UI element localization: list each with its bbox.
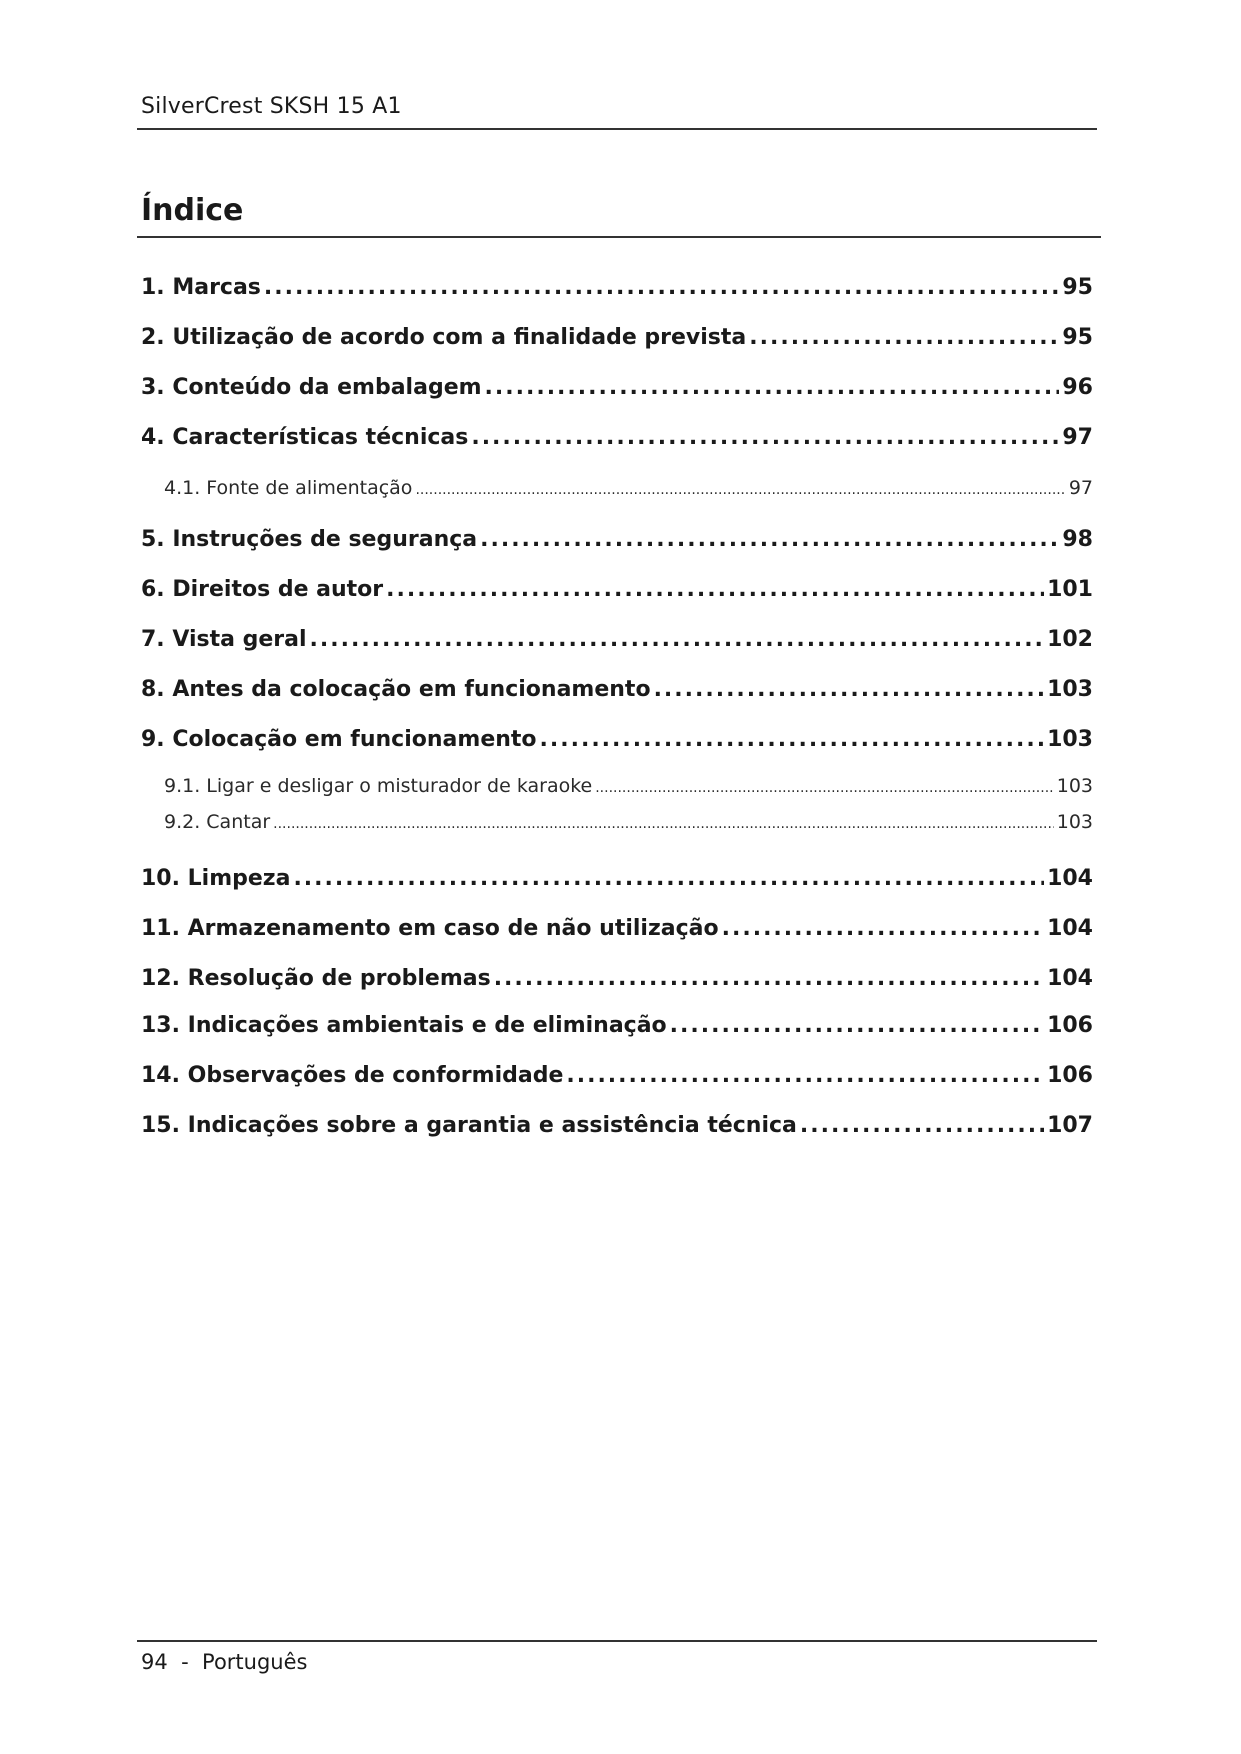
toc-entry-label: 4.1. Fonte de alimentação [164, 477, 413, 499]
toc-entry-page: 98 [1062, 527, 1093, 552]
toc-leader-dots [654, 677, 1045, 702]
footer-rule [137, 1640, 1097, 1642]
toc-leader-dots [595, 780, 1054, 796]
toc-entry-label: 7. Vista geral [141, 627, 307, 652]
toc-entry-label: 8. Antes da colocação em funcionamento [141, 677, 651, 702]
toc-entry-page: 97 [1068, 477, 1093, 499]
toc-entry-page: 104 [1047, 966, 1093, 991]
toc-entry-page: 103 [1047, 677, 1093, 702]
toc-subentry[interactable] [164, 477, 1093, 499]
toc-leader-dots [494, 966, 1044, 991]
toc-entry-label: 9. Colocação em funcionamento [141, 727, 537, 752]
toc-entry-page: 96 [1062, 375, 1093, 400]
toc-entry-label: 14. Observações de conformidade [141, 1063, 564, 1088]
toc-entry-label: 12. Resolução de problemas [141, 966, 491, 991]
footer-separator: - [181, 1650, 189, 1674]
toc-entry[interactable] [141, 425, 1093, 450]
toc-subentry[interactable] [164, 811, 1093, 833]
toc-entry-page: 103 [1056, 811, 1093, 833]
toc-leader-dots [415, 482, 1065, 498]
toc-entry-label: 4. Características técnicas [141, 425, 469, 450]
toc-entry-page: 101 [1047, 577, 1093, 602]
toc-entry[interactable] [141, 527, 1093, 552]
title-rule [137, 236, 1101, 238]
toc-entry[interactable] [141, 577, 1093, 602]
toc-leader-dots [471, 425, 1059, 450]
toc-entry-label: 6. Direitos de autor [141, 577, 384, 602]
toc-entry-label: 10. Limpeza [141, 866, 291, 891]
toc-leader-dots [310, 627, 1045, 652]
toc-entry[interactable] [141, 966, 1093, 991]
toc-entry-page: 103 [1056, 775, 1093, 797]
toc-leader-dots [480, 527, 1059, 552]
toc-entry-page: 106 [1047, 1013, 1093, 1038]
toc-entry-page: 95 [1062, 275, 1093, 300]
toc-entry-label: 2. Utilização de acordo com a finalidade prevista [141, 325, 747, 350]
toc-leader-dots [264, 275, 1059, 300]
toc-entry[interactable] [141, 1113, 1093, 1138]
toc-leader-dots [670, 1013, 1044, 1038]
toc-entry[interactable] [141, 727, 1093, 752]
toc-entry[interactable] [141, 275, 1093, 300]
toc-entry[interactable] [141, 325, 1093, 350]
toc-entry-page: 102 [1047, 627, 1093, 652]
toc-entry-page: 106 [1047, 1063, 1093, 1088]
toc-entry-page: 103 [1047, 727, 1093, 752]
footer-language: Português [202, 1650, 308, 1674]
toc-entry[interactable] [141, 1063, 1093, 1088]
toc-entry-label: 3. Conteúdo da embalagem [141, 375, 482, 400]
toc-entry[interactable] [141, 1013, 1093, 1038]
toc-entry-label: 5. Instruções de segurança [141, 527, 478, 552]
toc-entry-page: 104 [1047, 916, 1093, 941]
toc-entry[interactable] [141, 677, 1093, 702]
toc-entry[interactable] [141, 627, 1093, 652]
toc-entry-page: 104 [1047, 866, 1093, 891]
toc-entry-page: 97 [1062, 425, 1093, 450]
toc-entry[interactable] [141, 866, 1093, 891]
toc-entry-page: 107 [1047, 1113, 1093, 1138]
toc-leader-dots [273, 816, 1054, 832]
toc-subentry[interactable] [164, 775, 1093, 797]
toc-entry[interactable] [141, 916, 1093, 941]
toc-entry-page: 95 [1062, 325, 1093, 350]
header-rule [137, 128, 1097, 130]
toc-leader-dots [800, 1113, 1044, 1138]
toc-entry-label: 11. Armazenamento em caso de não utilização [141, 916, 719, 941]
toc-leader-dots [722, 916, 1044, 941]
header-title: SilverCrest SKSH 15 A1 [141, 94, 402, 119]
page-title: Índice [141, 193, 244, 228]
toc-entry-label: 9.2. Cantar [164, 811, 271, 833]
toc-entry-label: 9.1. Ligar e desligar o misturador de karaoke [164, 775, 593, 797]
footer-text [141, 1650, 307, 1674]
toc-leader-dots [749, 325, 1059, 350]
toc-leader-dots [485, 375, 1060, 400]
toc-entry-label: 13. Indicações ambientais e de eliminação [141, 1013, 667, 1038]
toc-entry-label: 15. Indicações sobre a garantia e assistência técnica [141, 1113, 797, 1138]
toc-leader-dots [566, 1063, 1044, 1088]
toc-leader-dots [386, 577, 1044, 602]
footer-page-number: 94 [141, 1650, 168, 1674]
toc-entry-label: 1. Marcas [141, 275, 261, 300]
toc-leader-dots [540, 727, 1045, 752]
toc-entry[interactable] [141, 375, 1093, 400]
toc-leader-dots [293, 866, 1044, 891]
